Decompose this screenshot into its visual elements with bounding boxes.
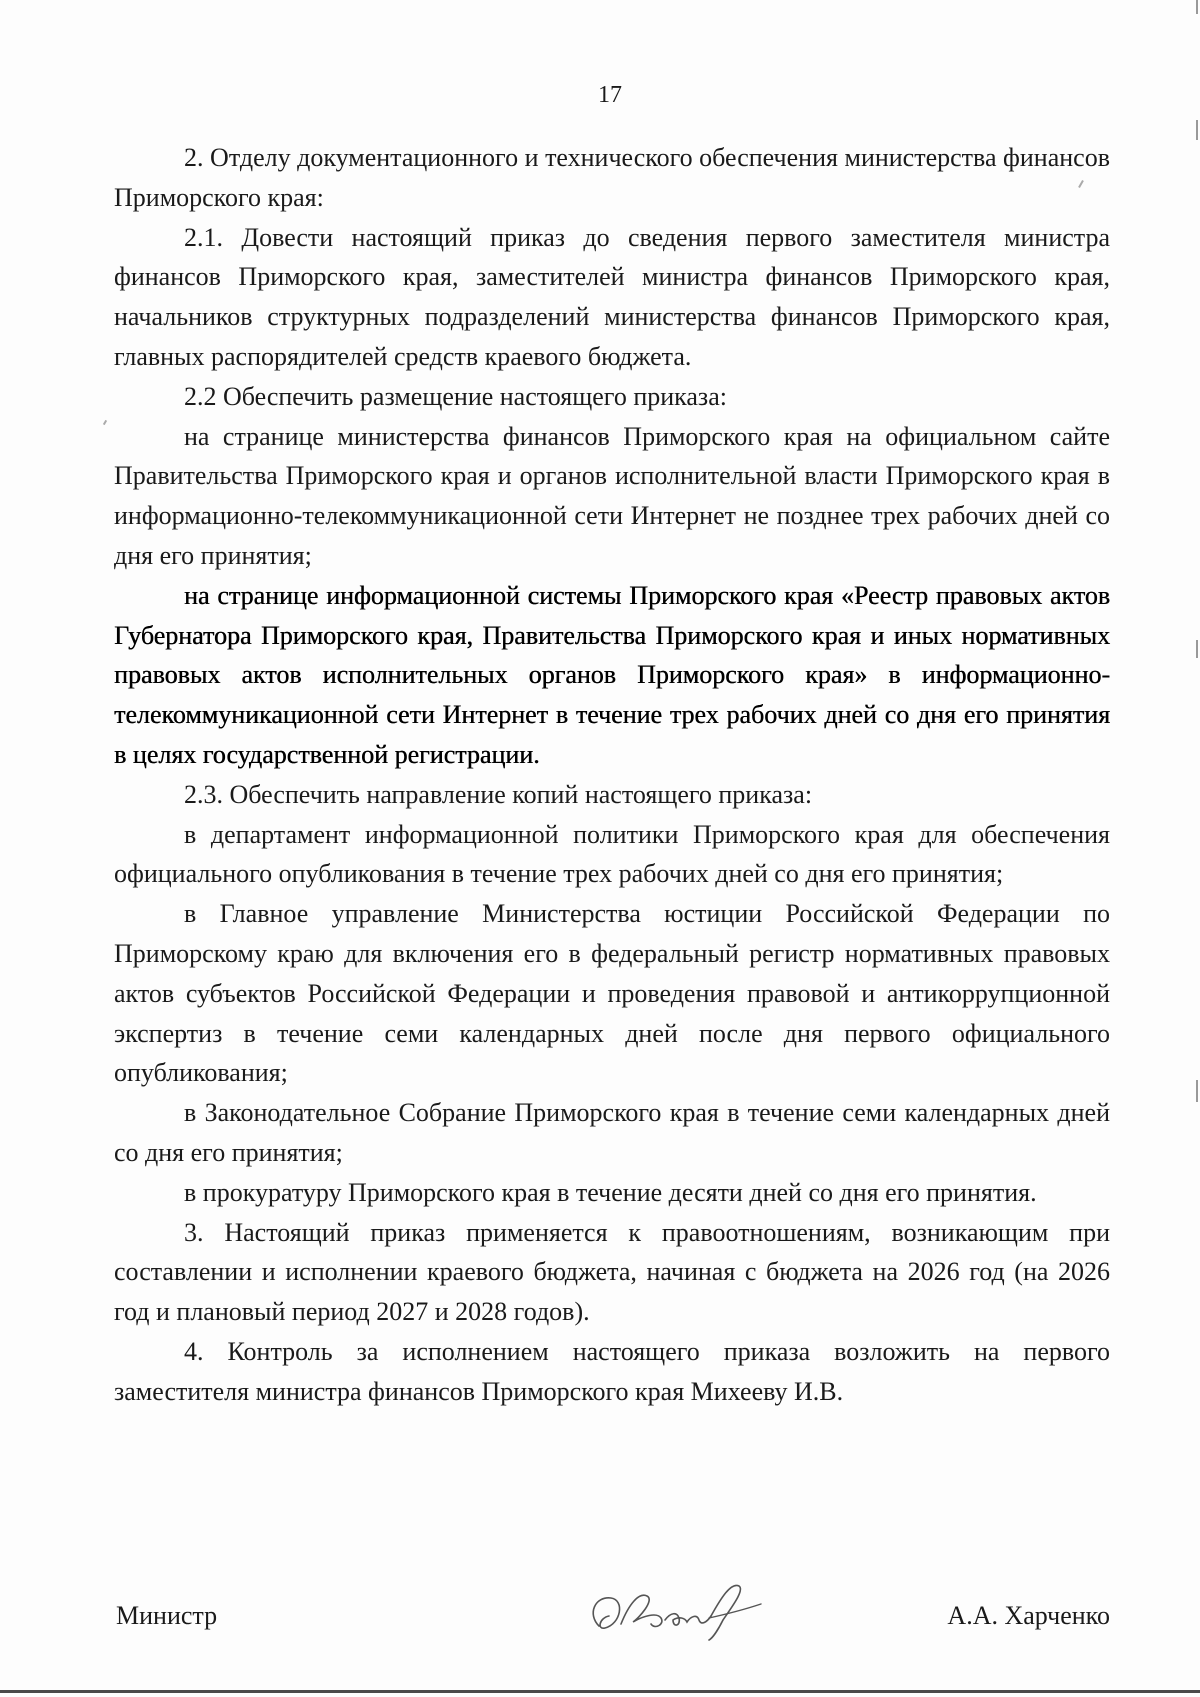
signatory-title: Министр (116, 1601, 218, 1630)
paragraph-3: 3. Настоящий приказ применяется к правоотношениям, возникающим при составлении и исполнении краевого бюджета, начиная с бюджета на 2026 год (на 2026 год и плановый период 2027 и 2028 годов). (114, 1217, 1110, 1327)
paragraph-2-1: 2.1. Довести настоящий приказ до сведения первого заместителя министра финансов Приморского края, заместителей министра финансов Приморского края, начальников структурных подразделений министерства финансов Приморского края, главных распорядителей средств краевого бюджета. (114, 222, 1110, 371)
paragraph-2-2-item-2: на странице информационной системы Приморского края «Реестр правовых актов Губернатора Приморского края, Правительства Приморского края и иных нормативных правовых актов исполнительных органов Приморского края» в информационно-телекоммуникационной сети Интернет в течение трех рабочих дней со дня его принятия в целях государственной регистрации. (114, 580, 1110, 769)
paragraph-2-3-item-1: в департамент информационной политики Приморского края для обеспечения официального опубликования в течение трех рабочих дней со дня его принятия; (114, 819, 1110, 889)
paragraph-2-2: 2.2 Обеспечить размещение настоящего приказа: (184, 381, 727, 411)
paragraph-2-3-item-2: в Главное управление Министерства юстиции Российской Федерации по Приморскому краю для включения его в федеральный регистр нормативных правовых актов субъектов Российской Федерации и проведения правовой и антикоррупционной экспертиз в течение семи календарных дней после дня первого официального опубликования; (114, 899, 1110, 1088)
paragraph-2-3: 2.3. Обеспечить направление копий настоящего приказа: (184, 779, 813, 809)
scan-speck (103, 420, 107, 425)
signature-block (116, 1596, 1110, 1656)
signatory-name: А.А. Харченко (947, 1601, 1110, 1630)
paragraph-4: 4. Контроль за исполнением настоящего приказа возложить на первого заместителя министра финансов Приморского края Михееву И.В. (114, 1336, 1110, 1406)
paragraph-2-3-item-3: в Законодательное Собрание Приморского края в течение семи календарных дней со дня его принятия; (114, 1098, 1110, 1167)
scan-bottom-edge (0, 1690, 1200, 1693)
handwritten-signature (581, 1574, 771, 1644)
scan-edge-mark (1196, 0, 1198, 14)
paragraph-2: 2. Отделу документационного и технического обеспечения министерства финансов Приморского края: (114, 143, 1110, 212)
scan-edge-mark (1196, 120, 1198, 140)
scan-edge-mark (1196, 1080, 1198, 1102)
paragraph-2-3-item-4: в прокуратуру Приморского края в течение десяти дней со дня его принятия. (184, 1177, 1037, 1207)
scan-edge-mark (1196, 640, 1198, 658)
paragraph-2-2-item-1: на странице министерства финансов Приморского края на официальном сайте Правительства Приморского края и органов исполнительной власти Приморского края в информационно-телекоммуникационной сети Интернет не позднее трех рабочих дней со дня его принятия; (114, 421, 1110, 570)
page-number: 17 (598, 82, 622, 108)
document-body (114, 138, 1110, 1412)
